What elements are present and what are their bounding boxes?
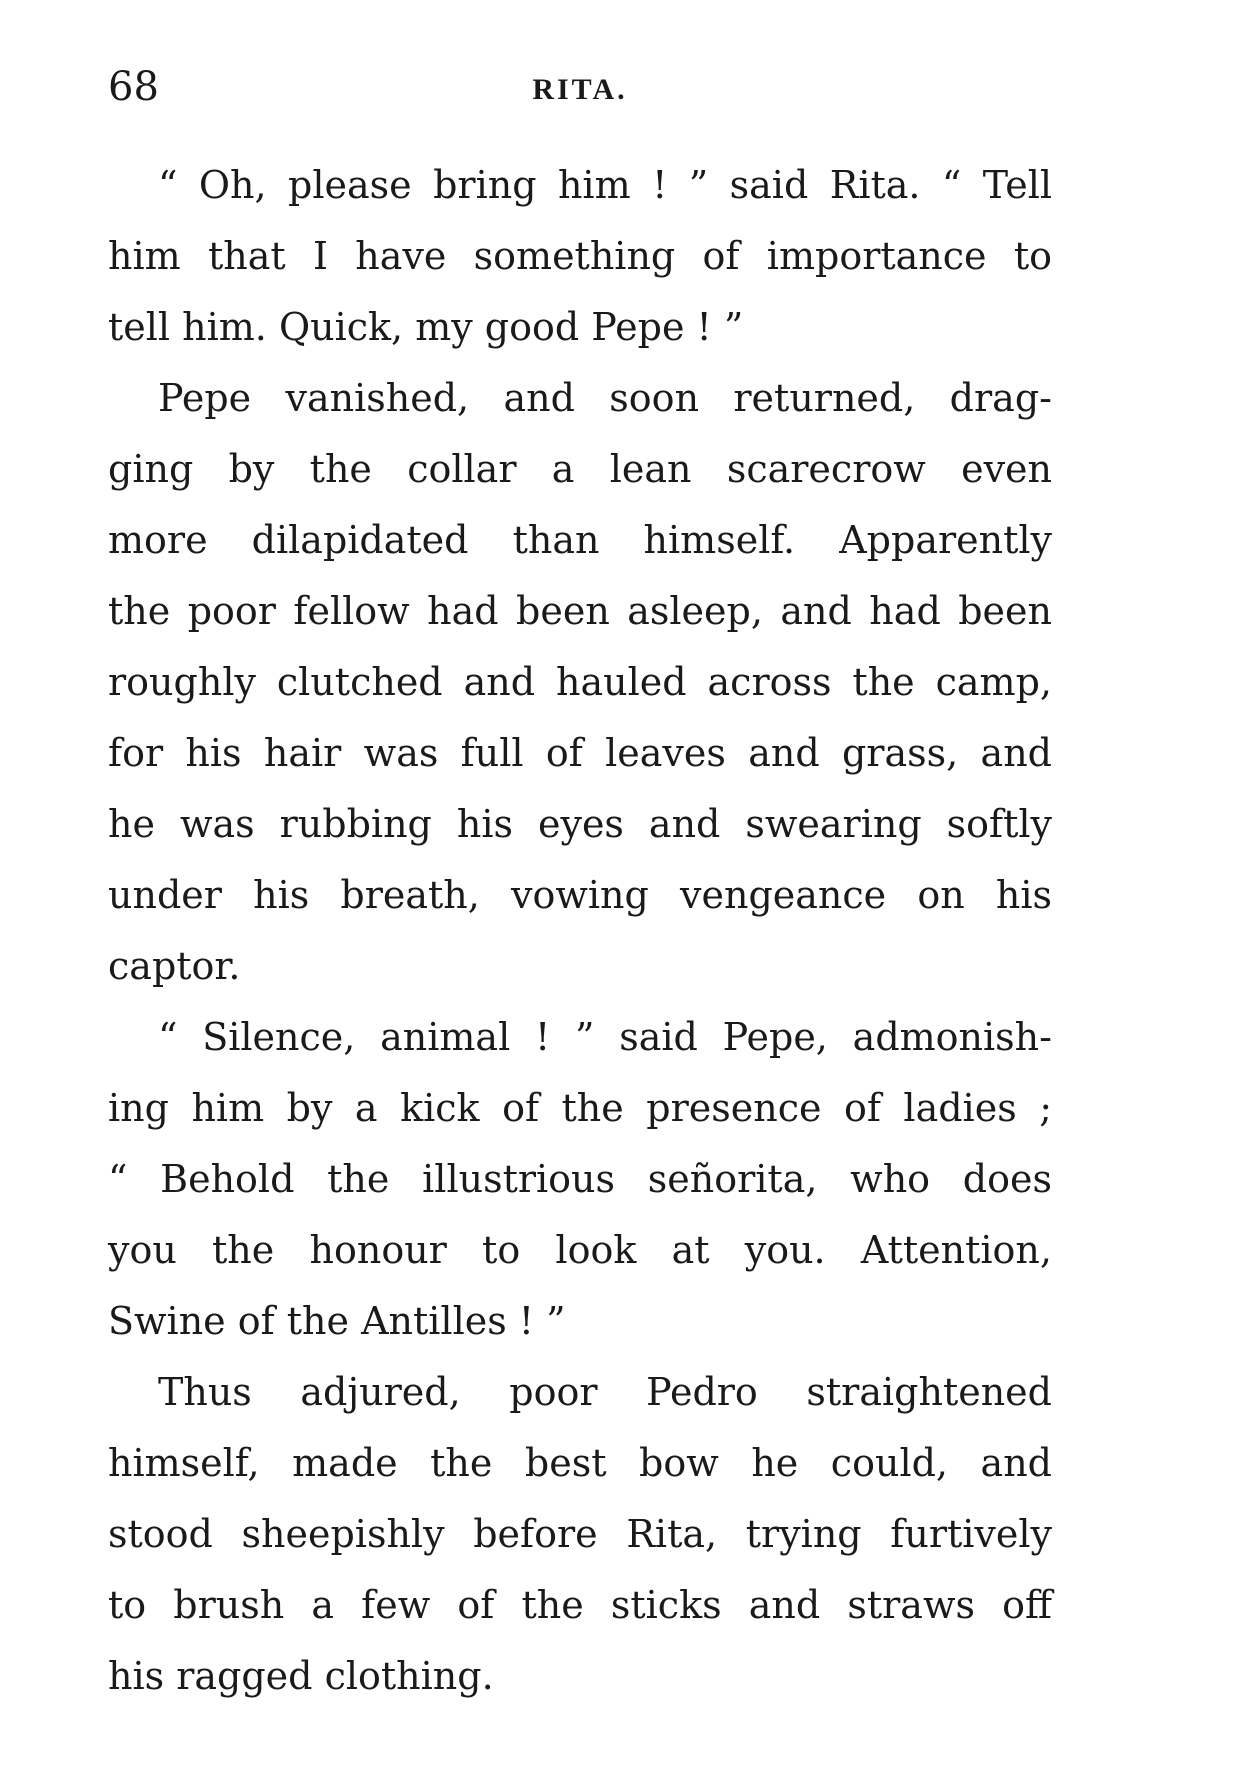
text-line: the poor fellow had been asleep, and had been [108,589,1052,633]
text-line: under his breath, vowing vengeance on his [108,873,1052,917]
text-line: Swine of the Antilles ! ” [108,1299,566,1343]
running-title: RITA. [532,73,628,106]
text-line: roughly clutched and hauled across the camp, [108,660,1052,704]
text-line: his ragged clothing. [108,1654,494,1698]
text-line: to brush a few of the sticks and straws off [108,1583,1052,1627]
text-line: “ Behold the illustrious señorita, who does [108,1157,1052,1201]
text-line: “ Silence, animal ! ” said Pepe, admonish- [158,1015,1052,1059]
text-line: himself, made the best bow he could, and [108,1441,1052,1485]
text-line: stood sheepishly before Rita, trying furtively [108,1512,1052,1556]
body-text [108,150,1052,1712]
text-line: he was rubbing his eyes and swearing softly [108,802,1052,846]
text-line: ging by the collar a lean scarecrow even [108,447,1052,491]
text-line: for his hair was full of leaves and grass, and [108,731,1052,775]
text-line: tell him. Quick, my good Pepe ! ” [108,305,744,349]
text-line: more dilapidated than himself. Apparently [108,518,1052,562]
text-line: him that I have something of importance to [108,234,1052,278]
text-line: ing him by a kick of the presence of ladies ; [108,1086,1052,1130]
text-line: Pepe vanished, and soon returned, drag- [158,376,1052,420]
page-number: 68 [108,64,159,110]
running-head [108,62,1052,112]
text-line: captor. [108,944,241,988]
text-line: Thus adjured, poor Pedro straightened [158,1370,1052,1414]
text-line: “ Oh, please bring him ! ” said Rita. “ Tell [158,163,1052,207]
text-line: you the honour to look at you. Attention, [108,1228,1052,1272]
